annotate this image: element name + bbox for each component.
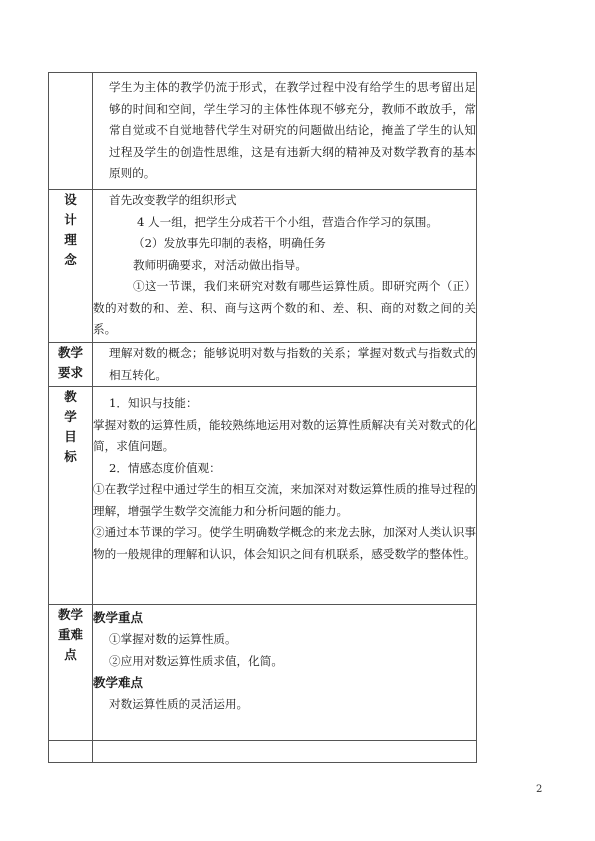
row-continuation: [49, 73, 477, 190]
empty-label-cell: [49, 741, 93, 763]
continuation-label-cell: [49, 73, 93, 190]
continuation-text: 学生为主体的教学仍流于形式，在教学过程中没有给学生的思考留出足够的时间和空间，学生学习的主体性体现不够充分，教师不敢放手，常常自觉或不自觉地替代学生对研究的问题做出结论，掩盖了学生的认知过程及学生的创造性思维，这是有违新大纲的精神及对数学教育的基本原则的。: [109, 80, 476, 180]
design-label-cell: [49, 190, 93, 343]
design-label-char: 计: [64, 212, 77, 227]
objectives-label-char: 学: [64, 409, 77, 424]
objectives-label-char: 标: [64, 449, 77, 464]
difficulty-item: 对数运算性质的灵活运用。: [109, 697, 249, 711]
focus-item: ①掌握对数的运算性质。: [109, 632, 237, 646]
objectives-content-cell: [93, 387, 477, 605]
requirements-label-line: 要求: [57, 365, 83, 380]
design-line: 4 人一组，把学生分成若干个小组，营造合作学习的氛围。: [137, 214, 438, 229]
row-objectives: [49, 387, 477, 605]
design-line: ①这一节课，我们来研究对数有哪些运算性质。即研究两个（正）数的对数的和、差、积、商与这两个数的和、差、积、商的对数之间的关系。: [93, 279, 476, 336]
key-points-content-cell: [93, 605, 477, 741]
objective-item: 1．知识与技能：: [109, 396, 198, 410]
empty-content-cell: [93, 741, 477, 763]
row-requirements: [49, 343, 477, 387]
lesson-plan-table: [48, 72, 477, 763]
key-points-label-cell: [49, 605, 93, 741]
design-line: 首先改变教学的组织形式: [109, 193, 237, 207]
requirements-text: 理解对数的概念；能够说明对数与指数的关系；掌握对数式与指数式的相互转化。: [109, 346, 476, 382]
design-content-cell: [93, 190, 477, 343]
objective-item: 2．情感态度价值观：: [109, 460, 221, 475]
row-empty: [49, 741, 477, 763]
design-line: 教师明确要求，对活动做出指导。: [133, 257, 307, 272]
design-line: （2）发放事先印制的表格，明确任务: [133, 236, 326, 250]
objective-item: ①在教学过程中通过学生的相互交流，来加深对对数运算性质的推导过程的理解，增强学生数学交流能力和分析问题的能力。: [93, 482, 476, 518]
row-design-concept: [49, 190, 477, 343]
continuation-content-cell: [93, 73, 477, 190]
row-key-points: [49, 605, 477, 741]
design-label-char: 理: [64, 232, 77, 247]
objectives-label-char: 目: [64, 429, 77, 444]
difficulty-title: 教学难点: [93, 675, 144, 690]
page-number: 2: [536, 784, 543, 795]
focus-title: 教学重点: [93, 610, 144, 625]
requirements-content-cell: [93, 343, 477, 387]
requirements-label-line: 教学: [57, 345, 83, 360]
objective-item: ②通过本节课的学习。使学生明确数学概念的来龙去脉，加深对人类认识事物的一般规律的理解和认识，体会知识之间有机联系，感受数学的整体性。: [93, 525, 476, 561]
design-label-char: 念: [64, 252, 77, 267]
key-points-label-line: 重难: [57, 627, 83, 642]
key-points-label-line: 点: [64, 647, 77, 662]
objectives-label-char: 教: [64, 389, 77, 404]
objectives-label-cell: [49, 387, 93, 605]
key-points-label-line: 教学: [57, 607, 83, 622]
focus-item: ②应用对数运算性质求值，化简。: [109, 653, 283, 668]
objective-item: 掌握对数的运算性质，能较熟练地运用对数的运算性质解决有关对数式的化简，求值问题。: [93, 417, 476, 453]
design-label-char: 设: [64, 192, 77, 207]
requirements-label-cell: [49, 343, 93, 387]
